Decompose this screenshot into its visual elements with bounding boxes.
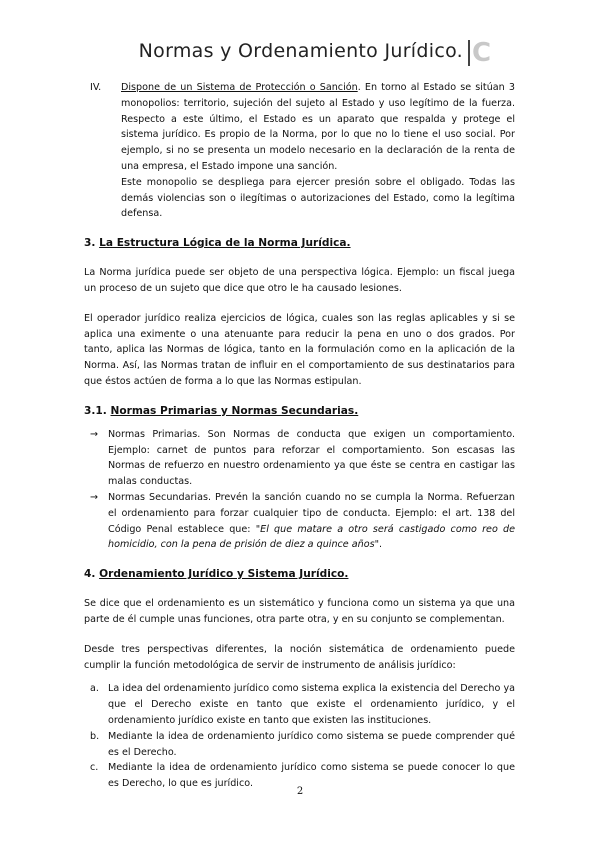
list-marker: a. <box>90 683 99 695</box>
header-divider <box>468 40 470 66</box>
quote: "El que matare a otro será castigado como reo de homicidio, con la pena de prisión de diez a quince años" <box>108 523 515 551</box>
section-heading: 4. Ordenamiento Jurídico y Sistema Jurídico. <box>84 568 349 581</box>
paragraph: La Norma jurídica puede ser objeto de una perspectiva lógica. Ejemplo: un fiscal juega un proceso de un sujeto que dice que otro le ha causado lesiones. <box>84 267 515 294</box>
item-title: Dispone de un Sistema de Protección o Sanción <box>121 82 358 93</box>
list-item <box>84 427 515 490</box>
list-marker: c. <box>90 762 99 774</box>
paragraph: Este monopolio se despliega para ejercer presión sobre el obligado. Todas las demás violencias son o ilegítimas o autorizaciones del Estado, como la legítima defensa. <box>121 176 515 220</box>
paragraph <box>121 80 515 175</box>
list-item-text: La idea del ordenamiento jurídico como sistema explica la existencia del Derecho ya que el Derecho existe en tanto que existe el ordenamiento jurídico, y el ordenamiento jurídico existe en tanto que existen las instituciones. <box>108 683 515 726</box>
list-item <box>84 729 515 761</box>
paragraph: El operador jurídico realiza ejercicios de lógica, cuales son las reglas aplicables y si se aplica una eximente o una atenuante para reducir la pena en uno o dos grados. Por tanto, aplica las Normas de lógica, tanto en la formulación como en la aplicación de la Norma. Así, las Normas tratan de influir en el comportamiento de sus destinatarios para que éstos actúen de forma a lo que las Normas estipulan. <box>84 312 515 387</box>
document-body <box>84 80 515 792</box>
subsection-heading: 3.1. Normas Primarias y Normas Secundarias. <box>84 404 359 417</box>
list-item <box>84 681 515 728</box>
header-title: Normas y Ordenamiento Jurídico. <box>138 40 463 62</box>
header-logo: C <box>472 38 492 68</box>
list-item-text: Mediante la idea de ordenamiento jurídico como sistema se puede conocer lo que es Derecho, lo que es jurídico. <box>108 762 515 790</box>
section-heading: 3. La Estructura Lógica de la Norma Jurídica. <box>84 237 351 250</box>
list-item-text: Normas Secundarias. Prevén la sanción cuando no se cumpla la Norma. Refuerzan el ordenamiento para forzar cualquier tipo de conducta. Ejemplo: el art. 138 del Código Penal establece que: "El que matare a otro será castigado como reo de homicidio, con la pena de prisión de diez a quince años". <box>108 491 515 551</box>
paragraph: Desde tres perspectivas diferentes, la noción sistemática de ordenamiento puede cumplir la función metodológica de servir de instrumento de análisis jurídico: <box>84 643 515 671</box>
item-body: . En torno al Estado se sitúan 3 monopolios: territorio, sujeción del sujeto al Estado y uso legítimo de la fuerza. Respecto a este último, el Estado es un aparato que respalda y protege el sistema jurídico. Es propio de la Norma, por lo que no lo tiene el uso social. Por ejemplo, si no se presenta un modelo necesario en la declaración de la renta de una empresa, el Estado impone una sanción. <box>121 82 515 172</box>
arrow-icon: → <box>90 428 99 440</box>
list-item <box>84 490 515 553</box>
page-number: 2 <box>296 786 304 797</box>
page-header <box>0 28 600 80</box>
list-marker: IV. <box>90 82 102 93</box>
arrow-icon: → <box>90 491 99 503</box>
list-marker: b. <box>90 730 100 742</box>
paragraph: Se dice que el ordenamiento es un sistemático y funciona como un sistema ya que una parte de él cumple unas funciones, otra parte otra, y en su conjunto se complementan. <box>84 598 515 625</box>
list-item-iv <box>84 80 515 222</box>
list-item-text: Normas Primarias. Son Normas de conducta que exigen un comportamiento. Ejemplo: carnet de puntos para reforzar el comportamiento. Son escasas las Normas de refuerzo en nuestro ordenamiento ya que éste se centra en castigar las malas conductas. <box>108 428 515 488</box>
list-item-text: Mediante la idea de ordenamiento jurídico como sistema se puede comprender qué es el Derecho. <box>108 730 515 758</box>
